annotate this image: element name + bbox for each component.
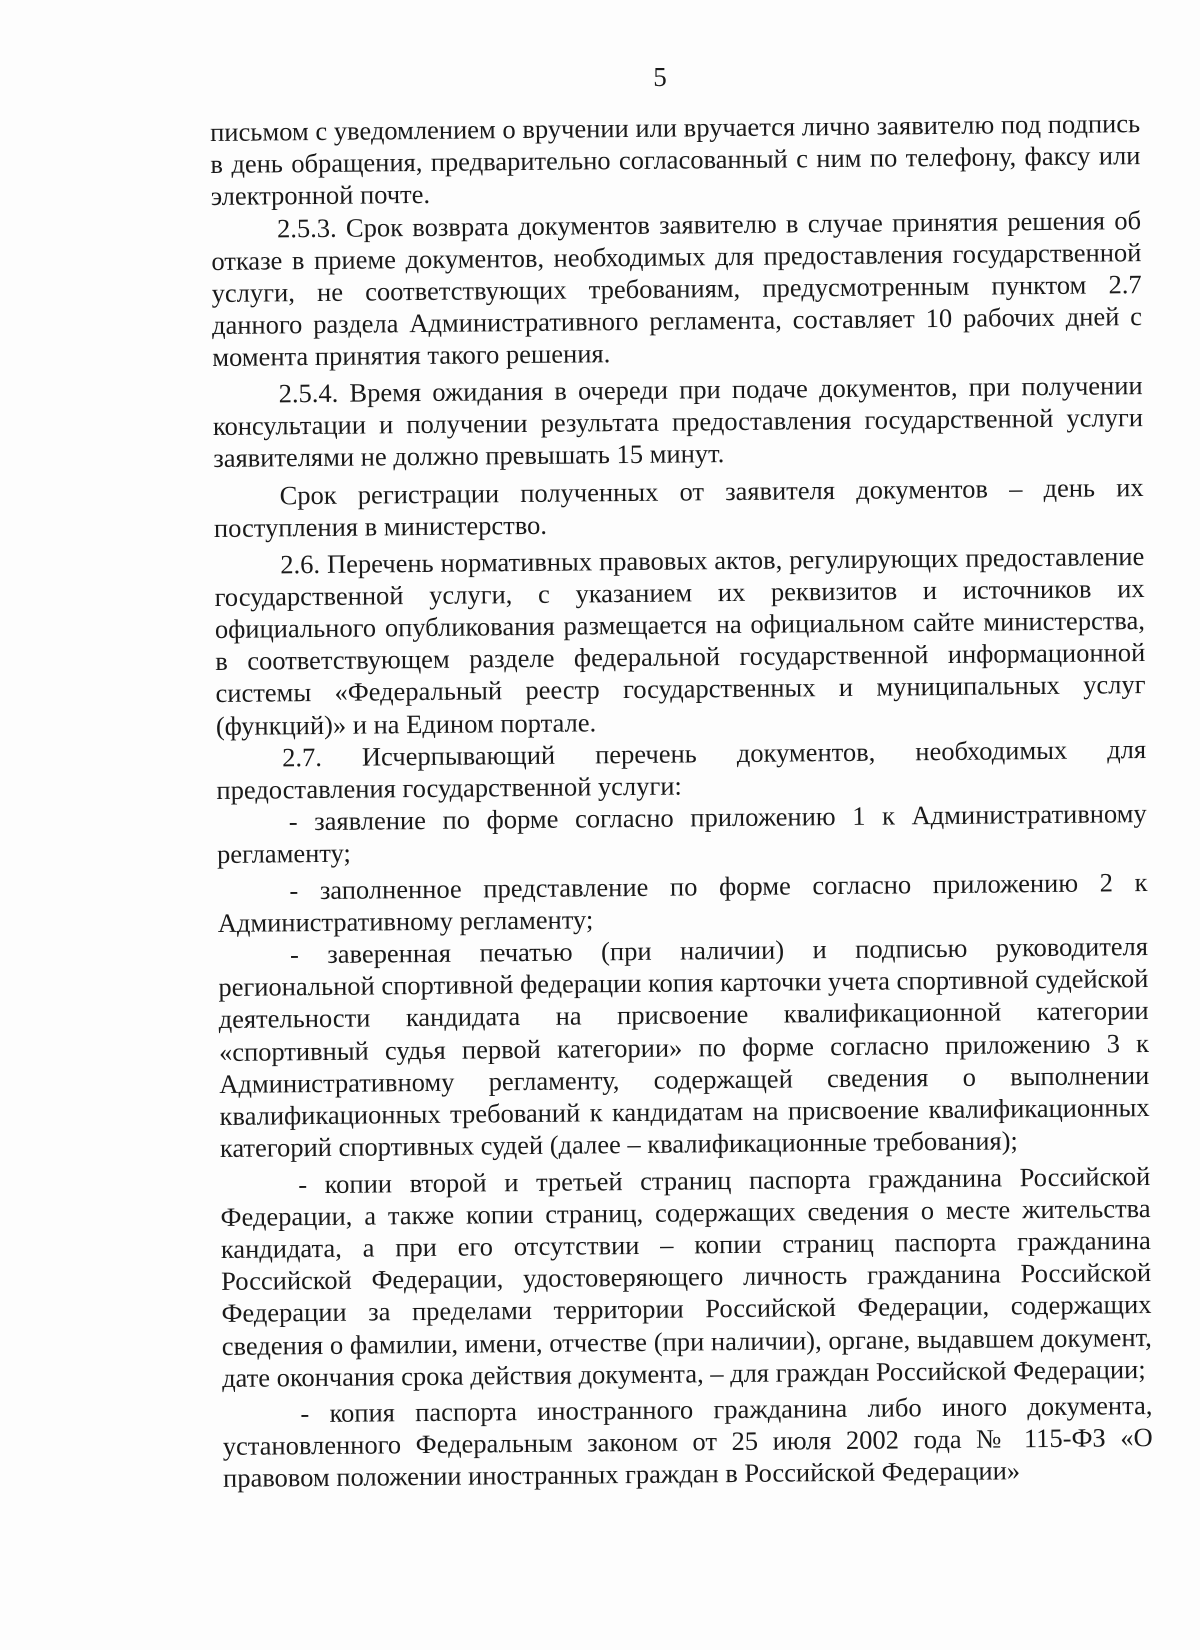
- list-item-submission: - заполненное представление по форме согласно приложению 2 к Административному регламенту;: [217, 866, 1148, 938]
- document-body: [210, 107, 1153, 1494]
- list-item-application: - заявление по форме согласно приложению 1 к Административному регламенту;: [216, 798, 1147, 870]
- paragraph-registration-term: Срок регистрации полученных от заявителя документов – день их поступления в министерство.: [213, 472, 1144, 544]
- page-number: 5: [653, 62, 667, 92]
- paragraph-2-5-3: 2.5.3. Срок возврата документов заявителю в случае принятия решения об отказе в приеме документов, необходимых для предоставления государственной услуги, не соответствующих требованиям, предусмотренным пунктом 2.7 данного раздела Административного регламента, составляет 10 рабочих дней с момента принятия такого решения.: [211, 204, 1143, 373]
- paragraph-continuation: письмом с уведомлением о вручении или вручается лично заявителю под подпись в день обращения, предварительно согласованный с ним по телефону, факсу или электронной почте.: [210, 108, 1141, 212]
- paragraph-2-6: 2.6. Перечень нормативных правовых актов, регулирующих предоставление государственной услуги, с указанием их реквизитов и источников их официального опубликования размещается на официальном сайте министерства, в соответствующем разделе федеральной государственной информационной системы «Федеральный реестр государственных и муниципальных услуг (функций)» и на Едином портале.: [214, 540, 1146, 741]
- list-item-judge-card: - заверенная печатью (при наличии) и подписью руководителя региональной спортивной федерации копия карточки учета спортивной судейской деятельности кандидата на присвоение квалификационной категории «спортивный судья первой категории» по форме согласно приложению 3 к Административному регламенту, содержащей сведения о выполнении квалификационных требований к кандидатам на присвоение квалификационных категорий спортивных судей (далее – квалификационные требования);: [218, 931, 1150, 1164]
- paragraph-2-5-4: 2.5.4. Время ожидания в очереди при подаче документов, при получении консультации и получении результата предоставления государственной услуги заявителями не должно превышать 15 минут.: [212, 369, 1144, 474]
- list-item-passport-copies: - копии второй и третьей страниц паспорта гражданина Российской Федерации, а также копии страниц, содержащих сведения о месте жительства кандидата, а при его отсутствии – копии страниц паспорта гражданина Российской Федерации, удостоверяющего личность гражданина Российской Федерации за пределами территории Российской Федерации, содержащих сведения о фамилии, имени, отчестве (при наличии), органе, выдавшем документ, дате окончания срока действия документа, – для граждан Российской Федерации;: [220, 1160, 1152, 1393]
- list-item-foreign-passport: - копия паспорта иностранного гражданина либо иного документа, установленного Федеральным законом от 25 июля 2002 года № 115-ФЗ «О правовом положении иностранных граждан в Российской Федерации»: [222, 1389, 1153, 1494]
- paragraph-2-7: 2.7. Исчерпывающий перечень документов, необходимых для предоставления государственной услуги:: [216, 733, 1147, 806]
